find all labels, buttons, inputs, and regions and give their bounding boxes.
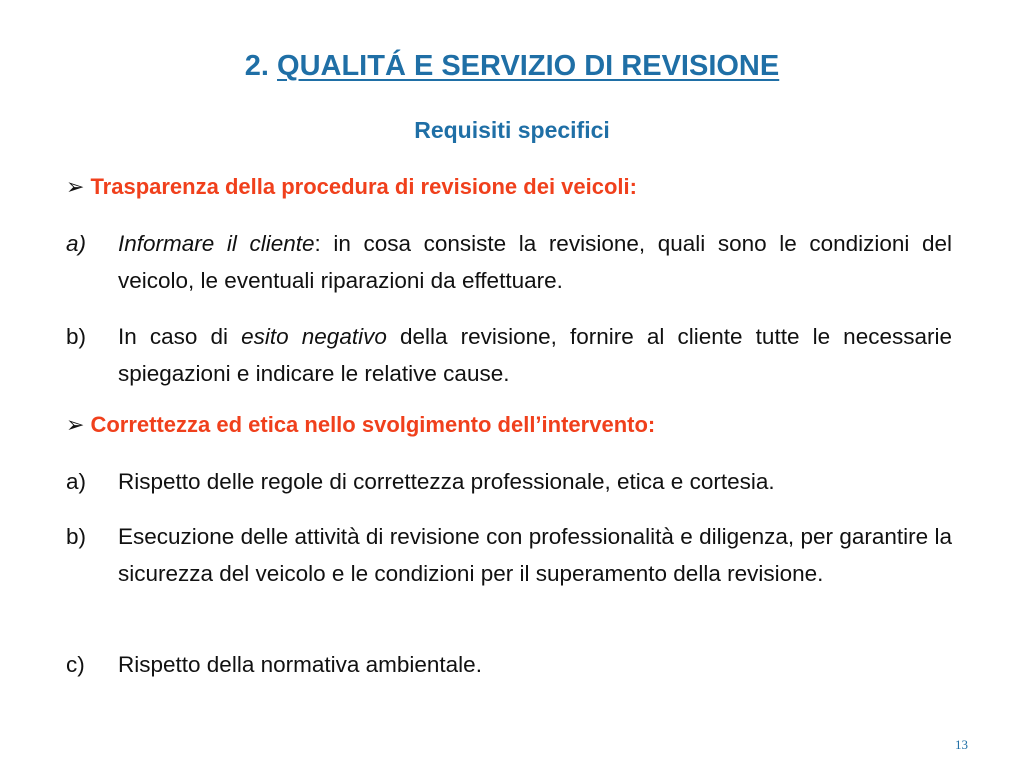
arrow-bullet-icon: ➢ (66, 412, 85, 437)
title-text: QUALITÁ E SERVIZIO DI REVISIONE (277, 50, 780, 82)
list-marker: b) (66, 324, 87, 349)
list-item-text: della revisione, fornire al cliente tutte le necessarie spiegazioni e indicare le relative cause. (118, 324, 952, 386)
section-heading-trasparenza (66, 174, 966, 200)
list-marker: a) (66, 231, 87, 256)
slide-subtitle: Requisiti specifici (414, 117, 610, 143)
slide-title (0, 50, 1024, 83)
list-item-body: Rispetto delle regole di correttezza professionale, etica e cortesia. (118, 469, 775, 494)
page-number: 13 (955, 737, 968, 752)
list-item (66, 518, 952, 592)
list-item (66, 225, 952, 299)
list-item-text: : in cosa consiste la revisione, quali sono le condizioni del veicolo, le eventuali riparazioni da effettuare. (118, 231, 952, 293)
list-marker: a) (66, 469, 87, 494)
section-heading-text: Trasparenza della procedura di revisione dei veicoli: (90, 174, 637, 199)
section-heading-correttezza (66, 412, 966, 438)
arrow-bullet-icon: ➢ (66, 174, 85, 199)
list-item-body: Rispetto della normativa ambientale. (118, 652, 482, 677)
section-heading-text: Correttezza ed etica nello svolgimento dell’intervento: (90, 412, 656, 437)
list-item (66, 463, 952, 500)
list-marker: b) (66, 524, 87, 549)
italic-phrase: Informare il cliente (118, 231, 315, 256)
title-number: 2. (244, 50, 269, 82)
list-item-body: Esecuzione delle attività di revisione con professionalità e diligenza, per garantire la sicurezza del veicolo e le condizioni per il superamento della revisione. (118, 524, 952, 586)
list-item (66, 318, 952, 392)
list-item-text: In caso di (118, 324, 242, 349)
list-item-body (118, 318, 952, 392)
italic-phrase: esito negativo (241, 324, 387, 349)
list-marker: c) (66, 652, 85, 677)
list-item-body (118, 225, 952, 299)
list-item (66, 646, 952, 683)
